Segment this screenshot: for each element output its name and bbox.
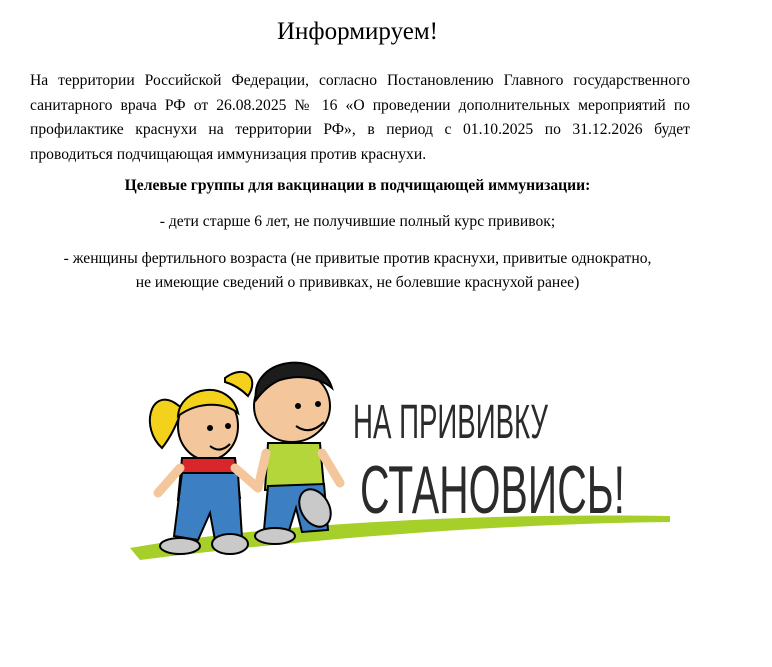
boy-cartoon <box>254 363 340 544</box>
page-title: Информируем! <box>276 18 439 45</box>
slogan-line1: НА ПРИВИВКУ <box>353 396 549 449</box>
target-group-women-line1: - женщины фертильного возраста (не привитые против краснухи, привитые однократно, <box>63 250 652 267</box>
target-groups-heading: Целевые группы для вакцинации в подчищающей иммунизации: <box>124 177 591 194</box>
banner-illustration <box>70 308 688 640</box>
intro-paragraph: На территории Российской Федерации, согласно Постановлению Главного государственного санитарного врача РФ от 26.08.2025 № 16 «О проведении дополнительных мероприятий по профилактике краснухи на территории РФ», в период с 01.10.2025 по 31.12.2026 будет проводиться подчищающая иммунизация против краснухи. <box>30 72 690 163</box>
target-group-women-line2: не имеющие сведений о прививках, не болевшие краснухой ранее) <box>135 274 580 291</box>
slogan-line2: СТАНОВИСЬ! <box>360 452 625 528</box>
target-group-children: - дети старше 6 лет, не получившие полный курс прививок; <box>159 213 556 230</box>
vaccination-banner <box>70 308 688 640</box>
girl-cartoon <box>150 372 258 554</box>
